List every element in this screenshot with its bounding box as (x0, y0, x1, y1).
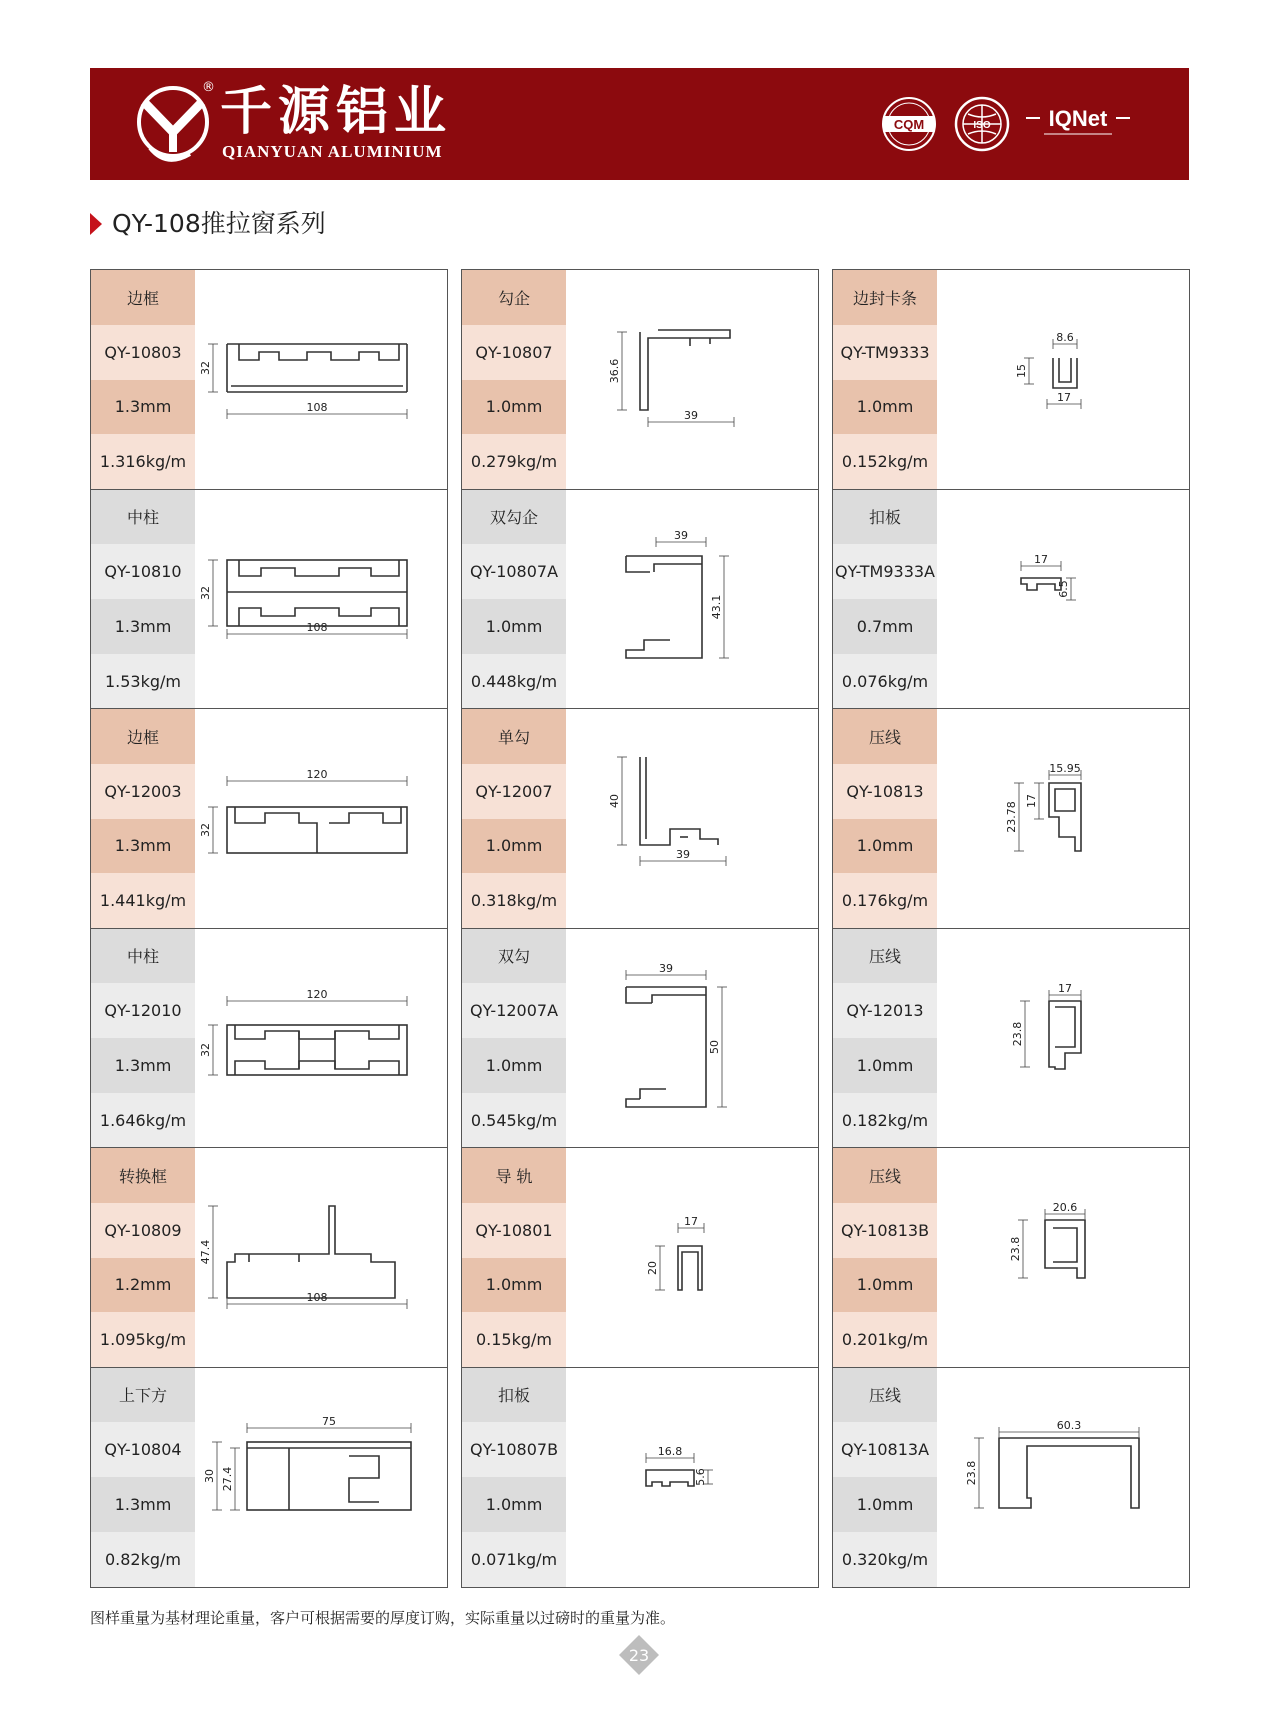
product-code: QY-12010 (91, 983, 195, 1038)
unit-weight: 0.182kg/m (833, 1093, 937, 1148)
product-name: 导 轨 (462, 1148, 566, 1203)
product-column-2 (461, 269, 819, 1588)
profile-drawing (941, 1378, 1185, 1578)
title-marker-icon (90, 213, 102, 235)
brand-name-en: QIANYUAN ALUMINIUM (222, 142, 443, 161)
profile-drawing (570, 939, 814, 1139)
profile-drawing (941, 500, 1185, 700)
product-specs (833, 709, 937, 928)
product-name: 边封卡条 (833, 270, 937, 325)
dimension-label: 32 (199, 361, 212, 375)
product-code: QY-10810 (91, 544, 195, 599)
product-card (832, 1367, 1190, 1588)
product-card (832, 489, 1190, 710)
product-name: 边框 (91, 709, 195, 764)
unit-weight: 1.53kg/m (91, 654, 195, 709)
dimension-label: 17 (684, 1215, 698, 1228)
profile-drawing (570, 1158, 814, 1358)
unit-weight: 0.279kg/m (462, 434, 566, 489)
product-name: 双勾 (462, 929, 566, 984)
dimension-label: 108 (306, 620, 328, 634)
wall-thickness: 1.0mm (833, 1038, 937, 1093)
profile-drawing (199, 1158, 443, 1358)
product-specs (91, 490, 195, 709)
product-code: QY-10813B (833, 1203, 937, 1258)
product-name: 压线 (833, 929, 937, 984)
product-specs (833, 1148, 937, 1367)
dimension-label: 47.4 (199, 1239, 212, 1265)
product-specs (91, 709, 195, 928)
product-code: QY-10801 (462, 1203, 566, 1258)
product-card (832, 708, 1190, 929)
product-name: 扣板 (462, 1368, 566, 1423)
product-name: 压线 (833, 709, 937, 764)
footnote: 图样重量为基材理论重量，客户可根据需要的厚度订购，实际重量以过磅时的重量为准。 (90, 1609, 676, 1627)
unit-weight: 1.646kg/m (91, 1093, 195, 1148)
unit-weight: 0.448kg/m (462, 654, 566, 709)
wall-thickness: 1.0mm (462, 1477, 566, 1532)
profile-drawing (941, 1158, 1185, 1358)
product-name: 上下方 (91, 1368, 195, 1423)
product-card (832, 269, 1190, 490)
product-card (90, 1147, 448, 1368)
dimension-label: 6.5 (1057, 579, 1070, 598)
dimension-label: 108 (306, 1291, 328, 1304)
product-card (461, 708, 819, 929)
unit-weight: 0.82kg/m (91, 1532, 195, 1587)
product-card (832, 928, 1190, 1149)
wall-thickness: 0.7mm (833, 599, 937, 654)
wall-thickness: 1.0mm (462, 819, 566, 874)
dimension-label: 17 (1057, 391, 1071, 404)
dimension-label: 120 (306, 768, 328, 781)
registered-mark: ® (202, 80, 215, 95)
profile-drawing (199, 280, 443, 480)
product-card (90, 489, 448, 710)
profile-drawing (570, 1378, 814, 1578)
cert-cqm-label: CQM (893, 117, 925, 132)
product-code: QY-10807A (462, 544, 566, 599)
unit-weight: 0.201kg/m (833, 1312, 937, 1367)
dimension-label: 32 (199, 1042, 212, 1057)
product-name: 扣板 (833, 490, 937, 545)
product-card (461, 269, 819, 490)
product-specs (462, 1368, 566, 1587)
profile-drawing (199, 1378, 443, 1578)
product-code: QY-10813A (833, 1422, 937, 1477)
unit-weight: 1.316kg/m (91, 434, 195, 489)
product-specs (91, 1148, 195, 1367)
wall-thickness: 1.0mm (462, 380, 566, 435)
wall-thickness: 1.2mm (91, 1258, 195, 1313)
product-code: QY-10813 (833, 764, 937, 819)
product-card (461, 1147, 819, 1368)
profile-drawing (570, 719, 814, 919)
product-name: 转换框 (91, 1148, 195, 1203)
wall-thickness: 1.0mm (833, 1477, 937, 1532)
product-name: 压线 (833, 1148, 937, 1203)
dimension-label: 5.6 (694, 1467, 707, 1486)
profile-drawing (941, 939, 1185, 1139)
dimension-label: 36.6 (608, 358, 621, 384)
wall-thickness: 1.0mm (833, 1258, 937, 1313)
unit-weight: 1.441kg/m (91, 873, 195, 928)
product-card (461, 928, 819, 1149)
wall-thickness: 1.0mm (833, 819, 937, 874)
dimension-label: 23.8 (965, 1460, 978, 1485)
product-card (461, 1367, 819, 1588)
product-name: 勾企 (462, 270, 566, 325)
product-code: QY-TM9333A (833, 544, 937, 599)
dimension-label: 120 (306, 987, 328, 1001)
product-name: 压线 (833, 1368, 937, 1423)
product-column-1 (90, 269, 448, 1588)
profile-drawing (199, 719, 443, 919)
dimension-label: 27.4 (221, 1466, 234, 1491)
product-code: QY-12003 (91, 764, 195, 819)
profile-drawing (941, 280, 1185, 480)
product-code: QY-10804 (91, 1422, 195, 1477)
unit-weight: 0.071kg/m (462, 1532, 566, 1587)
profile-drawing (570, 280, 814, 480)
product-code: QY-10807B (462, 1422, 566, 1477)
unit-weight: 0.545kg/m (462, 1093, 566, 1148)
product-specs (91, 270, 195, 489)
product-specs (91, 1368, 195, 1587)
product-specs (833, 490, 937, 709)
profile-drawing (941, 719, 1185, 919)
product-specs (462, 270, 566, 489)
product-code: QY-10803 (91, 325, 195, 380)
product-card (90, 269, 448, 490)
section-title (90, 204, 326, 240)
page-number-badge (619, 1635, 659, 1675)
wall-thickness: 1.0mm (833, 380, 937, 435)
product-specs (833, 1368, 937, 1587)
dimension-label: 60.3 (1056, 1418, 1082, 1432)
dimension-label: 17 (1034, 552, 1048, 566)
profile-drawing (570, 500, 814, 700)
profile-drawing (199, 500, 443, 700)
dimension-label: 17 (1058, 981, 1072, 995)
dimension-label: 39 (676, 848, 690, 861)
page-number-text: 23 (628, 1646, 650, 1665)
brand-name-cn: 千源铝业 (220, 81, 453, 142)
product-name: 中柱 (91, 929, 195, 984)
wall-thickness: 1.0mm (462, 1258, 566, 1313)
section-title-text: QY-108推拉窗系列 (112, 209, 326, 238)
dimension-label: 39 (674, 528, 688, 542)
dimension-label: 39 (684, 409, 698, 422)
unit-weight: 0.318kg/m (462, 873, 566, 928)
unit-weight: 0.320kg/m (833, 1532, 937, 1587)
dimension-label: 15.95 (1049, 762, 1081, 775)
product-specs (462, 1148, 566, 1367)
product-card (90, 1367, 448, 1588)
dimension-label: 40 (608, 794, 621, 808)
dimension-label: 75 (322, 1414, 336, 1428)
cqm-cert-icon (880, 96, 938, 152)
dimension-label: 23.8 (1009, 1236, 1022, 1262)
iso-cert-icon (954, 96, 1010, 152)
wall-thickness: 1.3mm (91, 599, 195, 654)
product-card (90, 928, 448, 1149)
wall-thickness: 1.0mm (462, 599, 566, 654)
product-code: QY-TM9333 (833, 325, 937, 380)
catalog-header (90, 68, 1189, 180)
dimension-label: 8.6 (1056, 331, 1074, 344)
unit-weight: 0.152kg/m (833, 434, 937, 489)
wall-thickness: 1.3mm (91, 380, 195, 435)
product-specs (833, 929, 937, 1148)
product-code: QY-12007A (462, 983, 566, 1038)
product-column-3 (832, 269, 1190, 1588)
dimension-label: 20 (646, 1261, 659, 1275)
dimension-label: 43.1 (710, 594, 723, 619)
product-card (461, 489, 819, 710)
unit-weight: 0.176kg/m (833, 873, 937, 928)
product-card (90, 708, 448, 929)
product-code: QY-12013 (833, 983, 937, 1038)
product-specs (91, 929, 195, 1148)
product-code: QY-10807 (462, 325, 566, 380)
profile-drawing (199, 939, 443, 1139)
cert-iqnet-label: IQNet (1048, 106, 1108, 131)
unit-weight: 0.076kg/m (833, 654, 937, 709)
dimension-label: 20.6 (1052, 1201, 1078, 1214)
dimension-label: 50 (708, 1039, 721, 1054)
product-code: QY-12007 (462, 764, 566, 819)
dimension-label: 17 (1025, 794, 1038, 808)
product-card (832, 1147, 1190, 1368)
wall-thickness: 1.0mm (462, 1038, 566, 1093)
dimension-label: 32 (199, 823, 212, 837)
product-name: 中柱 (91, 490, 195, 545)
dimension-label: 30 (203, 1468, 216, 1483)
dimension-label: 16.8 (657, 1444, 683, 1458)
iqnet-cert-icon (1026, 104, 1130, 138)
wall-thickness: 1.3mm (91, 819, 195, 874)
dimension-label: 23.8 (1011, 1021, 1024, 1046)
product-specs (462, 929, 566, 1148)
unit-weight: 1.095kg/m (91, 1312, 195, 1367)
dimension-label: 32 (199, 585, 212, 600)
wall-thickness: 1.3mm (91, 1038, 195, 1093)
dimension-label: 39 (659, 961, 673, 975)
dimension-label: 23.78 (1005, 801, 1018, 833)
unit-weight: 0.15kg/m (462, 1312, 566, 1367)
dimension-label: 15 (1015, 364, 1028, 378)
product-specs (462, 490, 566, 709)
product-specs (462, 709, 566, 928)
product-name: 双勾企 (462, 490, 566, 545)
product-specs (833, 270, 937, 489)
cert-iso-label: ISO (973, 120, 991, 131)
product-name: 单勾 (462, 709, 566, 764)
product-name: 边框 (91, 270, 195, 325)
wall-thickness: 1.3mm (91, 1477, 195, 1532)
dimension-label: 108 (306, 401, 328, 414)
product-code: QY-10809 (91, 1203, 195, 1258)
